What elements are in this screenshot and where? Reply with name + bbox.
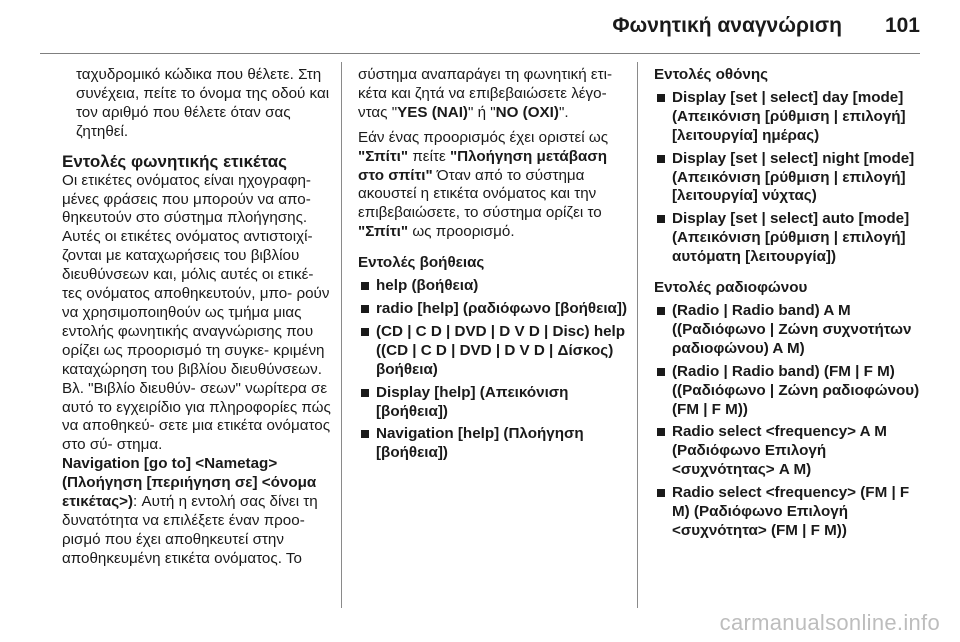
list-item: Display [set | select] auto [mode] (Απεικόνιση [ρύθμιση | επιλογή] αυτόματη [λειτουργία]): [654, 210, 924, 267]
list-item: (Radio | Radio band) A M ((Ραδιόφωνο | Ζώνη συχνοτήτων ραδιοφώνου) A M): [654, 302, 924, 359]
bullet-icon: [657, 215, 665, 223]
help-commands-list: [358, 277, 630, 463]
watermark: carmanualsonline.info: [719, 610, 940, 635]
bullet-icon: [361, 430, 369, 438]
screen-commands-heading: Εντολές οθόνης: [654, 66, 769, 83]
column-2: [358, 66, 630, 463]
home-text-d: ως προορισμό.: [408, 223, 515, 241]
list-item: (CD | C D | DVD | D V D | Disc) help ((CD | C D | DVD | D V D | Δίσκος) βοήθεια): [358, 323, 630, 380]
list-item: (Radio | Radio band) (FM | F M) ((Ραδιόφωνο | Ζώνη ραδιοφώνου) (FM | F M)): [654, 363, 924, 420]
home-text-a: Εάν ένας προορισμός έχει οριστεί ως: [358, 128, 609, 146]
list-item: Display [set | select] day [mode] (Απεικόνιση [ρύθμιση | επιλογή] [λειτουργία] ημέρας): [654, 89, 924, 146]
home-keyword-2: "Σπίτι": [358, 223, 409, 241]
column-divider-2: [637, 62, 638, 608]
bullet-icon: [657, 155, 665, 163]
voice-tag-description: Οι ετικέτες ονόματος είναι ηχογραφη- μένες φράσεις που μπορούν να απο- θηκευτούν στο σύστημα πλοήγησης. Αυτές οι ετικέτες ονόματος αντιστοιχί- ζονται με καταχωρήσεις του βιβλίου διευθύνσεων και, μόλις αυτές οι ετικέ- τες ονόματος αποθηκευτούν, μπο- ρούν να χρησιμοποιηθούν ως τμήμα μιας εντολής φωνητικής αναγνώρισης που ορίζει ως προορισμό τη συγκε- κριμένη καταχώρηση του βιβλίου διευθύνσεων. Βλ. "Βιβλίο διευθύν- σεων" νωρίτερα σε αυτό το εγχειρίδιο για πληροφορίες πώς να αποθηκεύ- σετε μια ετικέτα ονόματος στο σύ- στημα.: [62, 171, 331, 454]
column-divider-1: [341, 62, 342, 608]
bullet-icon: [657, 489, 665, 497]
list-item: help (βοήθεια): [358, 277, 630, 296]
list-item: Radio select <frequency> (FM | F M) (Ραδιόφωνο Επιλογή <συχνότητα> (FM | F M)): [654, 484, 924, 541]
help-commands-heading: Εντολές βοήθειας: [358, 254, 485, 272]
list-item: Navigation [help] (Πλοήγηση [βοήθεια]): [358, 425, 630, 463]
page-number: 101: [884, 14, 920, 37]
spacer: [654, 267, 924, 279]
nametag-command-paragraph: [62, 455, 332, 568]
nametag-command-description: : Αυτή η εντολή σας δίνει τη δυνατότητα να επιλέξετε έναν προο- ρισμό που έχει αποθηκευτεί στην αποθηκευμένη ετικέτα ονόματος. Το: [62, 493, 318, 567]
intro-paragraph: ταχυδρομικό κώδικα που θέλετε. Στη συνέχεια, πείτε το όνομα της οδού και τον αριθμό που θέλετε όταν σας ζητηθεί.: [76, 66, 330, 140]
home-keyword: "Σπίτι": [358, 147, 409, 165]
bullet-icon: [361, 282, 369, 290]
bullet-icon: [361, 389, 369, 397]
section-heading-voice-tag: Εντολές φωνητικής ετικέτας: [62, 151, 288, 171]
column-1: [62, 66, 332, 569]
home-text-b: πείτε: [408, 147, 450, 165]
column-3: [654, 66, 924, 541]
bullet-icon: [657, 307, 665, 315]
bullet-icon: [361, 305, 369, 313]
confirm-paragraph: [358, 66, 630, 123]
page-title: Φωνητική αναγνώριση: [612, 14, 842, 37]
home-command: "Πλοήγηση μετάβαση στο σπίτι": [358, 147, 608, 184]
list-item: Display [set | select] night [mode] (Απεικόνιση [ρύθμιση | επιλογή] [λειτουργία] νύχτας): [654, 150, 924, 207]
yes-keyword: YES (ΝΑΙ): [397, 103, 468, 121]
radio-commands-list: [654, 302, 924, 541]
screen-commands-list: [654, 89, 924, 267]
bullet-icon: [657, 428, 665, 436]
list-item: Radio select <frequency> A M (Ραδιόφωνο Επιλογή <συχνότητας> A M): [654, 423, 924, 480]
confirm-text-b: " ή ": [467, 103, 496, 121]
bullet-icon: [657, 94, 665, 102]
home-text-c: Όταν από το σύστημα ακουστεί η ετικέτα ονόματος και την επιβεβαιώσετε, το σύστημα ορίζει το: [358, 166, 602, 222]
home-paragraph: [358, 129, 630, 242]
no-keyword: NO (ΟΧΙ): [495, 103, 559, 121]
confirm-text-c: ".: [558, 103, 569, 121]
list-item: Display [help] (Απεικόνιση [βοήθεια]): [358, 384, 630, 422]
bullet-icon: [361, 328, 369, 336]
confirm-text-a: σύστημα αναπαράγει τη φωνητική ετι- κέτα και ζητά να επιβεβαιώσετε λέγο- ντας ": [358, 66, 613, 121]
header-divider: [40, 53, 920, 54]
spacer: [358, 242, 630, 254]
nametag-command: Navigation [go to] <Nametag> (Πλοήγηση [περιήγηση σε] <όνομα ετικέτας>): [62, 455, 317, 511]
list-item: radio [help] (ραδιόφωνο [βοήθεια]): [358, 300, 630, 319]
radio-commands-heading: Εντολές ραδιοφώνου: [654, 279, 808, 297]
bullet-icon: [657, 368, 665, 376]
